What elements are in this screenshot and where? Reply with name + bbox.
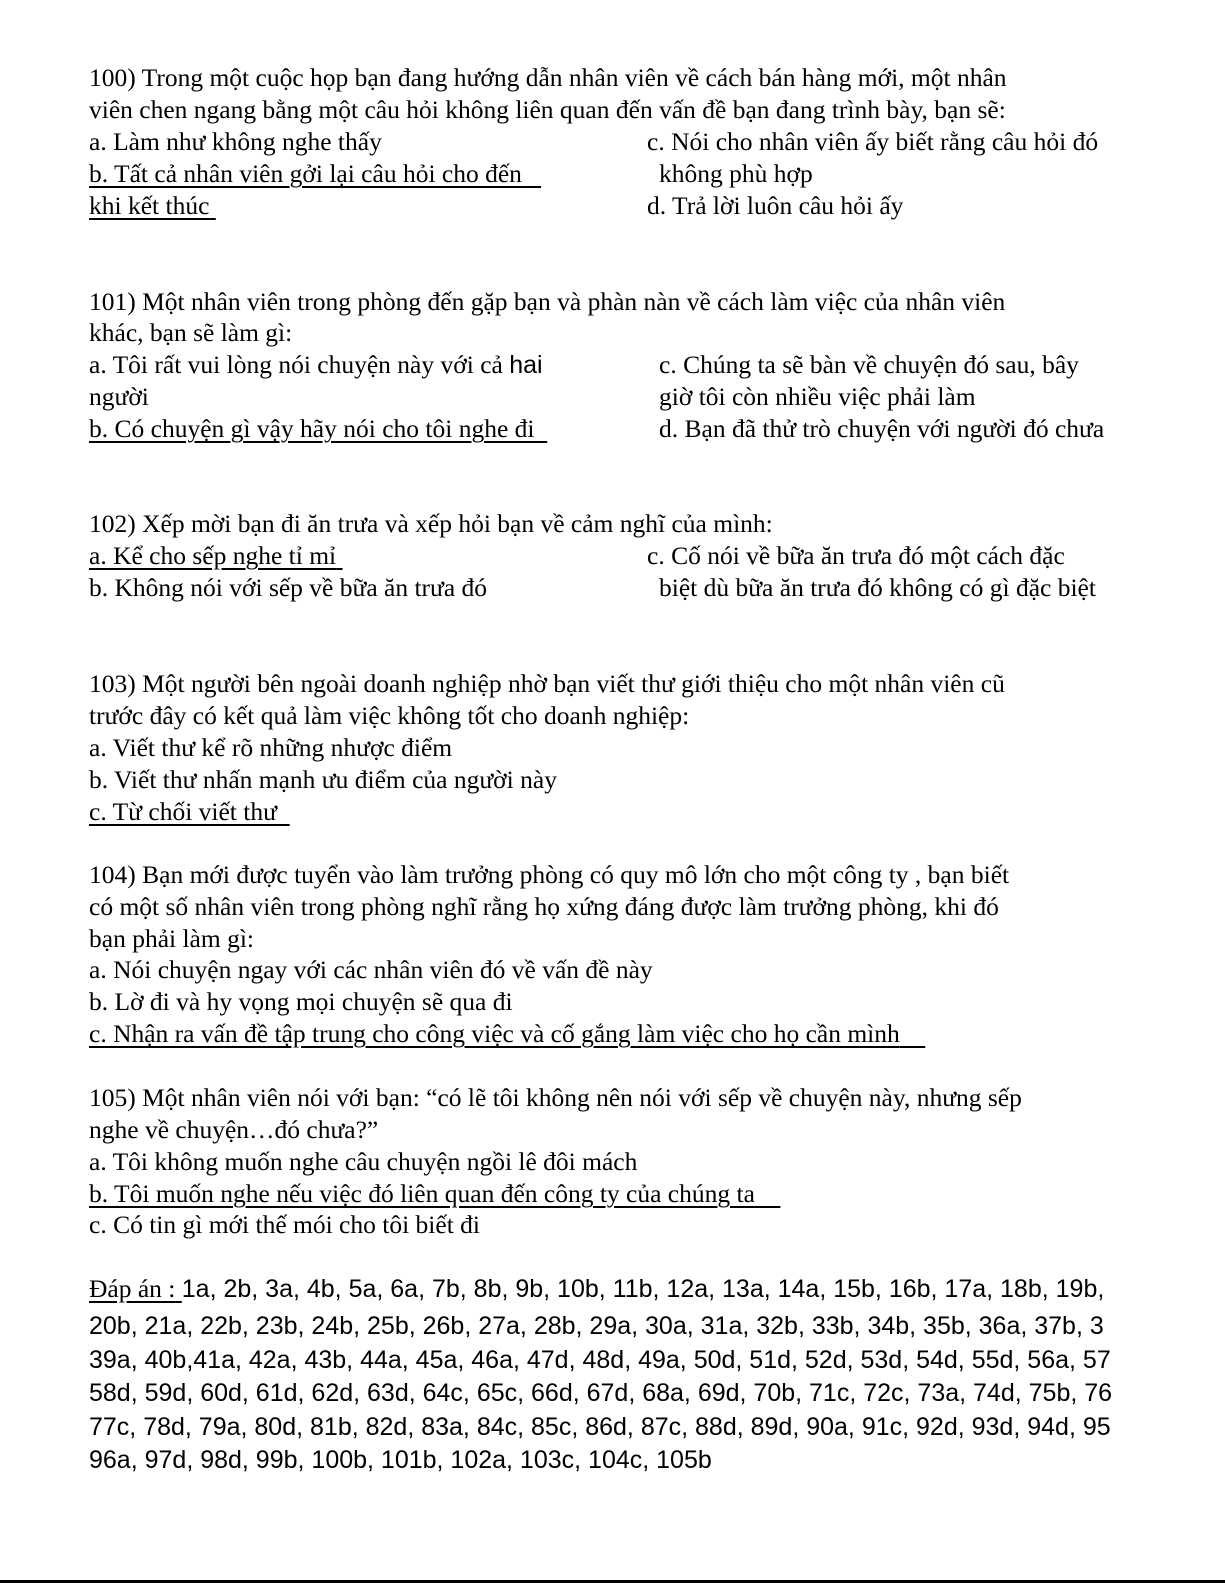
q101-option-c-line-2: giờ tôi còn nhiều việc phải làm — [659, 382, 976, 411]
q104-option-c: c. Nhận ra vấn đề tập trung cho công việc và cố gắng làm việc cho họ cần mình — [89, 1019, 900, 1048]
page-bottom-rule — [0, 1580, 1225, 1583]
q105-option-a: a. Tôi không muốn nghe câu chuyện ngồi lê đôi mách — [89, 1147, 638, 1176]
q103-stem-line-2: trước đây có kết quả làm việc không tốt cho doanh nghiệp: — [89, 701, 690, 730]
answer-key-line-5: 77c, 78d, 79a, 80d, 81b, 82d, 83a, 84c, 85c, 86d, 87c, 88d, 89d, 90a, 91c, 92d, 93d, 94d, 95 — [89, 1413, 1111, 1441]
q104-stem-line-1: 104) Bạn mới được tuyển vào làm trưởng phòng có quy mô lớn cho một công ty , bạn biết — [89, 860, 1010, 889]
q100-option-b-line-1: b. Tất cả nhân viên gởi lại câu hỏi cho đến — [89, 159, 522, 188]
q104-stem-line-3: bạn phải làm gì: — [89, 924, 255, 953]
answer-key-label: Đáp án : — [89, 1274, 176, 1303]
q104-stem-line-2: có một số nhân viên trong phòng nghĩ rằng họ xứng đáng được làm trưởng phòng, khi đó — [89, 892, 999, 921]
answer-key-line-1: Đáp án : 1a, 2b, 3a, 4b, 5a, 6a, 7b, 8b, 9b, 10b, 11b, 12a, 13a, 14a, 15b, 16b, 17a, 18b, 19b, — [89, 1274, 1105, 1303]
q100-option-c-line-2: không phù hợp — [659, 159, 813, 188]
q100-option-a: a. Làm như không nghe thấy — [89, 127, 382, 156]
q103-option-a: a. Viết thư kể rõ những nhược điểm — [89, 733, 453, 762]
q102-stem-line-1: 102) Xếp mời bạn đi ăn trưa và xếp hỏi bạn về cảm nghĩ của mình: — [89, 509, 773, 538]
q103-stem-line-1: 103) Một người bên ngoài doanh nghiệp nhờ bạn viết thư giới thiệu cho một nhân viên cũ — [89, 669, 1005, 698]
q101-option-c-line-1: c. Chúng ta sẽ bàn về chuyện đó sau, bây — [659, 350, 1079, 379]
q101-option-d: d. Bạn đã thử trò chuyện với người đó chưa — [659, 414, 1105, 443]
q100-option-d: d. Trả lời luôn câu hỏi ấy — [647, 191, 904, 220]
q101-stem-line-1: 101) Một nhân viên trong phòng đến gặp bạn và phàn nàn về cách làm việc của nhân viên — [89, 287, 1006, 316]
answer-key-line-2: 20b, 21a, 22b, 23b, 24b, 25b, 26b, 27a, 28b, 29a, 30a, 31a, 32b, 33b, 34b, 35b, 36a, 37b, 3 — [89, 1312, 1104, 1340]
q105-option-c: c. Có tin gì mới thế mói cho tôi biết đi — [89, 1210, 480, 1239]
q104-option-a: a. Nói chuyện ngay với các nhân viên đó về vấn đề này — [89, 955, 653, 984]
q102-option-a: a. Kể cho sếp nghe tỉ mỉ — [89, 541, 337, 570]
q103-option-c: c. Từ chối viết thư — [89, 797, 277, 826]
answer-key-line-6: 96a, 97d, 98d, 99b, 100b, 101b, 102a, 103c, 104c, 105b — [89, 1446, 712, 1474]
q102-option-c-line-1: c. Cố nói về bữa ăn trưa đó một cách đặc — [647, 541, 1065, 570]
q100-stem-line-2: viên chen ngang bằng một câu hỏi không liên quan đến vấn đề bạn đang trình bày, bạn sẽ: — [89, 95, 1006, 124]
q101-stem-line-2: khác, bạn sẽ làm gì: — [89, 318, 293, 347]
q105-stem-line-1: 105) Một nhân viên nói với bạn: “có lẽ tôi không nên nói với sếp về chuyện này, nhưng sếp — [89, 1083, 1022, 1112]
q100-option-b-line-2: khi kết thúc — [89, 191, 210, 220]
q103-option-b: b. Viết thư nhấn mạnh ưu điểm của người này — [89, 765, 557, 794]
q101-option-a-line-1: a. Tôi rất vui lòng nói chuyện này với cả hai — [89, 350, 543, 379]
q101-option-a-line-2: người — [89, 382, 149, 411]
q102-option-b: b. Không nói với sếp về bữa ăn trưa đó — [89, 573, 488, 602]
q105-stem-line-2: nghe về chuyện…đó chưa?” — [89, 1115, 379, 1144]
answer-key-line-3: 39a, 40b,41a, 42a, 43b, 44a, 45a, 46a, 47d, 48d, 49a, 50d, 51d, 52d, 53d, 54d, 55d, 56a, 57 — [89, 1346, 1111, 1374]
answer-key-line-4: 58d, 59d, 60d, 61d, 62d, 63d, 64c, 65c, 66d, 67d, 68a, 69d, 70b, 71c, 72c, 73a, 74d, 75b, 76 — [89, 1379, 1113, 1407]
q100-stem-line-1: 100) Trong một cuộc họp bạn đang hướng dẫn nhân viên về cách bán hàng mới, một nhân — [89, 63, 1007, 92]
q104-option-b: b. Lờ đi và hy vọng mọi chuyện sẽ qua đi — [89, 987, 513, 1016]
q100-option-c-line-1: c. Nói cho nhân viên ấy biết rằng câu hỏi đó — [647, 127, 1099, 156]
q105-option-b: b. Tôi muốn nghe nếu việc đó liên quan đến công ty của chúng ta — [89, 1179, 755, 1208]
q101-option-b: b. Có chuyện gì vậy hãy nói cho tôi nghe đi — [89, 414, 535, 443]
q102-option-c-line-2: biệt dù bữa ăn trưa đó không có gì đặc biệt — [659, 573, 1096, 602]
